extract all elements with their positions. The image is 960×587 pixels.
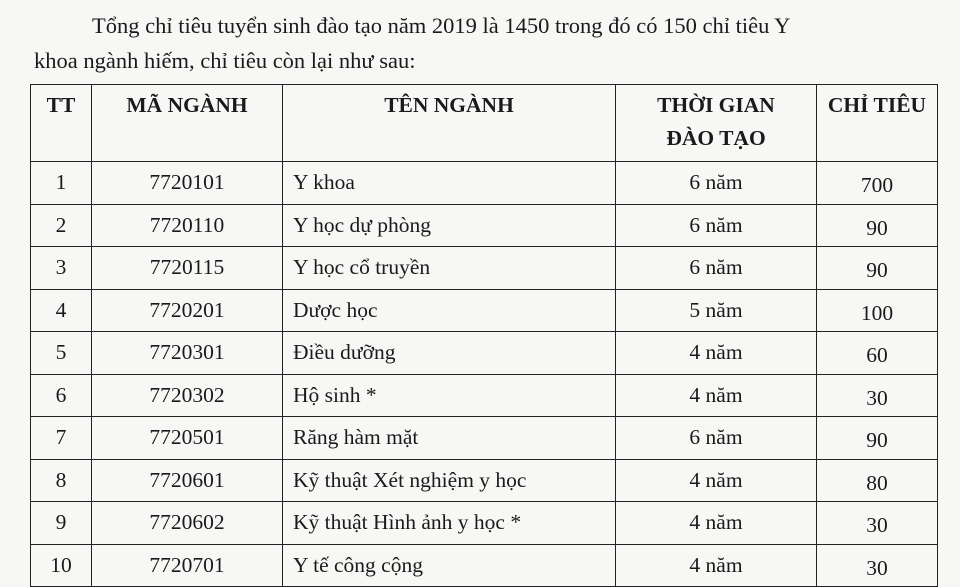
intro-line-1: Tổng chỉ tiêu tuyển sinh đào tạo năm 2019 là 1450 trong đó có 150 chỉ tiêu Y <box>92 13 791 38</box>
cell-name: Điều dưỡng <box>283 332 616 375</box>
cell-quota: 700 <box>817 162 938 205</box>
intro-paragraph <box>34 8 934 78</box>
cell-code: 7720110 <box>92 204 283 247</box>
cell-code: 7720101 <box>92 162 283 205</box>
cell-code: 7720501 <box>92 417 283 460</box>
cell-duration: 4 năm <box>616 544 817 587</box>
cell-code: 7720701 <box>92 544 283 587</box>
table-row <box>31 162 938 205</box>
cell-name: Răng hàm mặt <box>283 417 616 460</box>
cell-name: Kỹ thuật Xét nghiệm y học <box>283 459 616 502</box>
cell-name: Y học cổ truyền <box>283 247 616 290</box>
cell-duration: 6 năm <box>616 417 817 460</box>
cell-tt: 8 <box>31 459 92 502</box>
table-row <box>31 332 938 375</box>
cell-tt: 9 <box>31 502 92 545</box>
cell-quota: 90 <box>817 247 938 290</box>
cell-quota: 90 <box>817 204 938 247</box>
table-row <box>31 502 938 545</box>
table-header <box>31 85 938 162</box>
cell-tt: 7 <box>31 417 92 460</box>
cell-tt: 1 <box>31 162 92 205</box>
header-duration-line-2: ĐÀO TẠO <box>666 126 766 150</box>
cell-tt: 2 <box>31 204 92 247</box>
intro-line-2: khoa ngành hiếm, chỉ tiêu còn lại như sau: <box>34 48 416 73</box>
cell-quota: 60 <box>817 332 938 375</box>
header-code: MÃ NGÀNH <box>92 85 283 162</box>
cell-quota: 30 <box>817 544 938 587</box>
cell-duration: 4 năm <box>616 459 817 502</box>
cell-name: Y khoa <box>283 162 616 205</box>
cell-name: Dược học <box>283 289 616 332</box>
header-name: TÊN NGÀNH <box>283 85 616 162</box>
cell-code: 7720115 <box>92 247 283 290</box>
table-row <box>31 289 938 332</box>
cell-name: Y học dự phòng <box>283 204 616 247</box>
header-row <box>31 85 938 162</box>
cell-tt: 3 <box>31 247 92 290</box>
table-row <box>31 204 938 247</box>
header-duration <box>616 85 817 162</box>
cell-tt: 6 <box>31 374 92 417</box>
cell-tt: 4 <box>31 289 92 332</box>
cell-code: 7720301 <box>92 332 283 375</box>
cell-quota: 100 <box>817 289 938 332</box>
table-row <box>31 417 938 460</box>
cell-code: 7720201 <box>92 289 283 332</box>
cell-duration: 6 năm <box>616 162 817 205</box>
majors-table <box>30 84 938 587</box>
cell-quota: 30 <box>817 374 938 417</box>
table-body <box>31 162 938 587</box>
cell-duration: 6 năm <box>616 247 817 290</box>
cell-duration: 6 năm <box>616 204 817 247</box>
cell-quota: 90 <box>817 417 938 460</box>
cell-quota: 30 <box>817 502 938 545</box>
table-row <box>31 544 938 587</box>
cell-tt: 5 <box>31 332 92 375</box>
cell-name: Y tế công cộng <box>283 544 616 587</box>
table-row <box>31 374 938 417</box>
cell-duration: 4 năm <box>616 502 817 545</box>
cell-code: 7720602 <box>92 502 283 545</box>
table-row <box>31 459 938 502</box>
cell-code: 7720601 <box>92 459 283 502</box>
header-quota: CHỈ TIÊU <box>817 85 938 162</box>
header-duration-line-1: THỜI GIAN <box>657 93 775 117</box>
header-tt: TT <box>31 85 92 162</box>
cell-name: Kỹ thuật Hình ảnh y học * <box>283 502 616 545</box>
cell-tt: 10 <box>31 544 92 587</box>
cell-duration: 4 năm <box>616 332 817 375</box>
cell-duration: 4 năm <box>616 374 817 417</box>
cell-duration: 5 năm <box>616 289 817 332</box>
cell-code: 7720302 <box>92 374 283 417</box>
cell-quota: 80 <box>817 459 938 502</box>
cell-name: Hộ sinh * <box>283 374 616 417</box>
table-row <box>31 247 938 290</box>
